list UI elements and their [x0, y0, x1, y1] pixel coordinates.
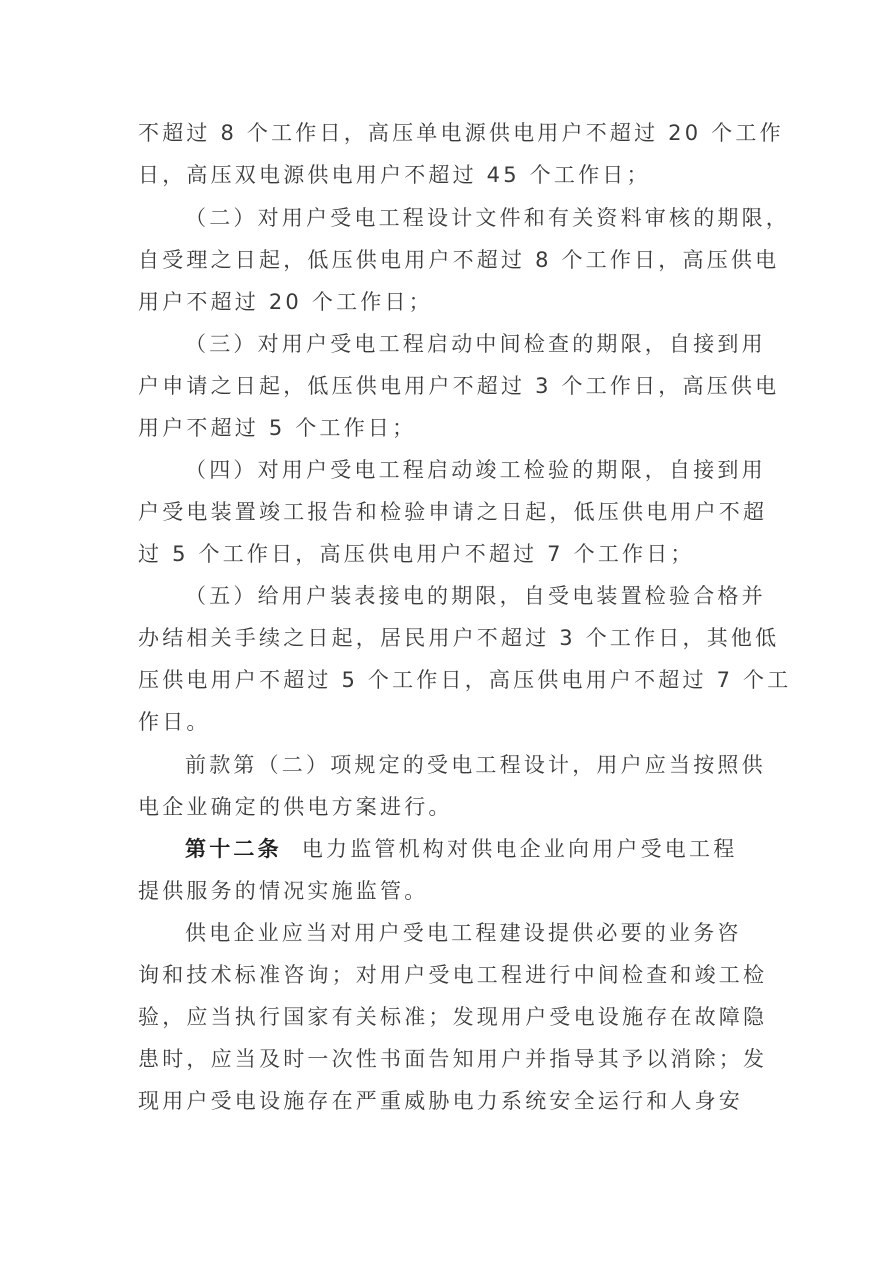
- text-line: 电企业确定的供电方案进行。: [138, 795, 453, 819]
- text-line: 户申请之日起，低压供电用户不超过 3 个工作日，高压供电: [138, 374, 780, 398]
- text-line: 日，高压双电源供电用户不超过 45 个工作日；: [138, 163, 651, 187]
- text-line: （三）对用户受电工程启动中间检查的期限，自接到用: [185, 332, 766, 356]
- text-line: 提供服务的情况实施监管。: [138, 879, 429, 903]
- text-line: 过 5 个工作日，高压供电用户不超过 7 个工作日；: [138, 542, 695, 566]
- text-line: 用户不超过 5 个工作日；: [138, 416, 417, 440]
- article-text: 电力监管机构对供电企业向用户受电工程: [301, 837, 738, 861]
- text-line: （五）给用户装表接电的期限，自受电装置检验合格并: [185, 584, 766, 608]
- article-line: [185, 834, 737, 864]
- text-line: 验，应当执行国家有关标准；发现用户受电设施存在故障隐: [138, 1005, 768, 1029]
- text-line: 自受理之日起，低压供电用户不超过 8 个工作日，高压供电: [138, 248, 780, 272]
- text-line: 户受电装置竣工报告和检验申请之日起，低压供电用户不超: [138, 500, 768, 524]
- text-line: 作日。: [138, 710, 211, 734]
- text-line: 不超过 8 个工作日，高压单电源供电用户不超过 20 个工作: [138, 121, 784, 145]
- text-line: （四）对用户受电工程启动竣工检验的期限，自接到用: [185, 458, 766, 482]
- text-line: 询和技术标准咨询；对用户受电工程进行中间检查和竣工检: [138, 963, 768, 987]
- text-line: 压供电用户不超过 5 个工作日，高压供电用户不超过 7 个工: [138, 668, 792, 692]
- text-line: 办结相关手续之日起，居民用户不超过 3 个工作日，其他低: [138, 626, 780, 650]
- text-line: 前款第（二）项规定的受电工程设计，用户应当按照供: [185, 753, 766, 777]
- text-line: 用户不超过 20 个工作日；: [138, 290, 433, 314]
- text-line: （二）对用户受电工程设计文件和有关资料审核的期限，: [185, 206, 790, 230]
- text-line: 现用户受电设施存在严重威胁电力系统安全运行和人身安: [138, 1089, 743, 1113]
- text-line: 供电企业应当对用户受电工程建设提供必要的业务咨: [185, 921, 742, 945]
- article-heading: 第十二条: [185, 837, 282, 861]
- text-line: 患时，应当及时一次性书面告知用户并指导其予以消除；发: [138, 1047, 768, 1071]
